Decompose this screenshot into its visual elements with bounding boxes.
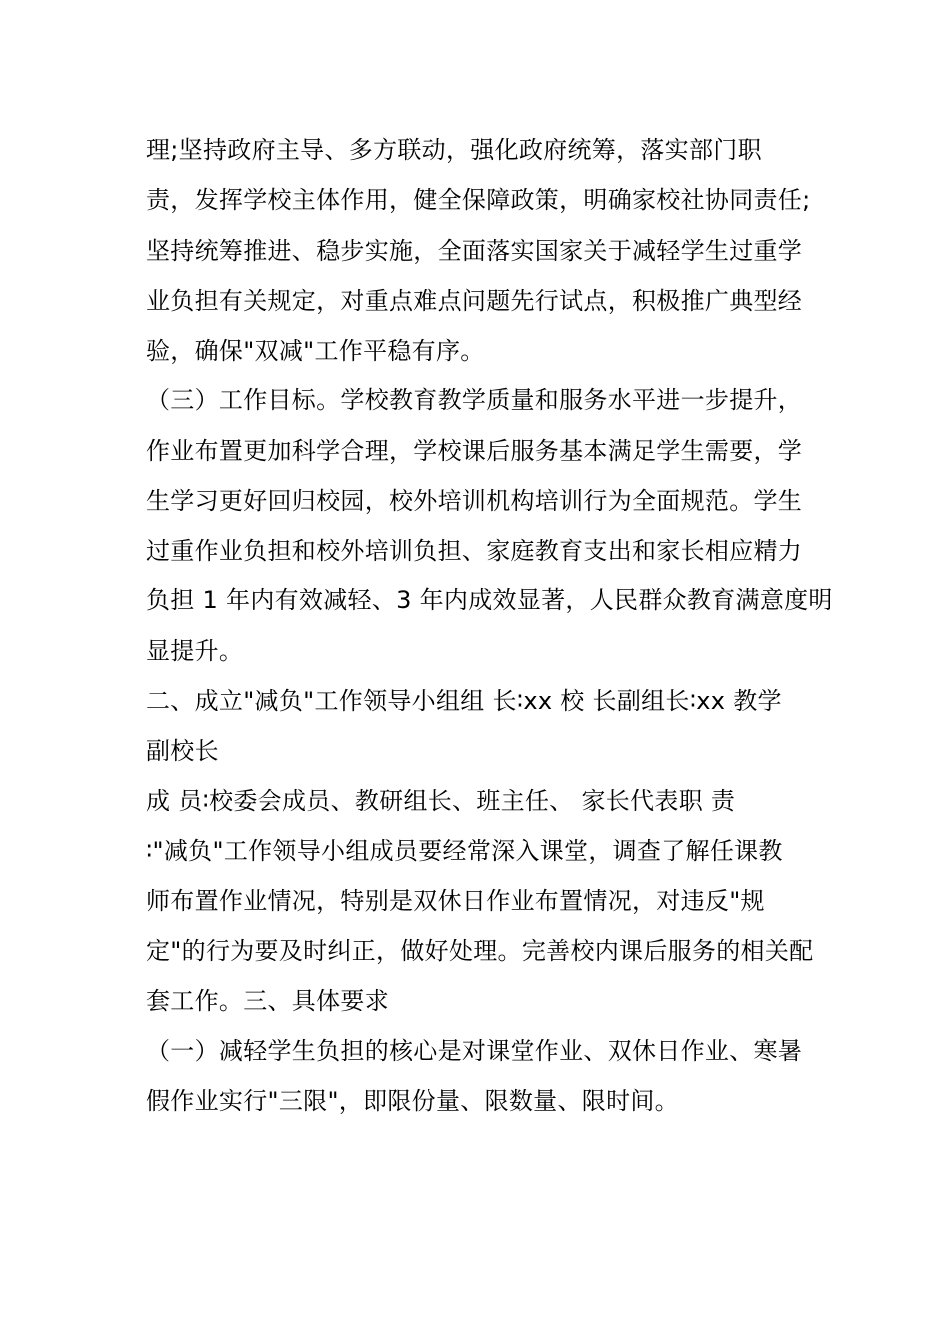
text-line: 成 员∶校委会成员、教研组长、班主任、 家长代表职 责: [146, 787, 736, 815]
text-line: 责，发挥学校主体作用，健全保障政策，明确家校社协同责任;: [146, 186, 811, 214]
text-line: 显提升。: [146, 637, 244, 665]
text-line: 二、成立"减负"工作领导小组组 长∶xx 校 长副组长∶xx 教学: [146, 687, 782, 715]
text-line: ∶"减负"工作领导小组成员要经常深入课堂，调查了解任课教: [146, 837, 783, 865]
text-line: （三）工作目标。学校教育教学质量和服务水平进一步提升，: [146, 386, 803, 414]
text-line: 理;坚持政府主导、多方联动，强化政府统筹，落实部门职: [146, 136, 762, 164]
text-line: 业负担有关规定，对重点难点问题先行试点，积极推广典型经: [146, 287, 803, 315]
text-line: 定"的行为要及时纠正，做好处理。完善校内课后服务的相关配: [146, 937, 814, 965]
text-line: 师布置作业情况，特别是双休日作业布置情况，对违反"规: [146, 887, 765, 915]
text-line: 坚持统筹推进、稳步实施，全面落实国家关于减轻学生过重学: [146, 237, 803, 265]
text-line: 套工作。三、具体要求: [146, 987, 389, 1015]
text-line: 过重作业负担和校外培训负担、家庭教育支出和家长相应精力: [146, 537, 803, 565]
text-line: （一）减轻学生负担的核心是对课堂作业、双休日作业、寒暑: [146, 1037, 803, 1065]
text-line: 假作业实行"三限"，即限份量、限数量、限时间。: [146, 1087, 679, 1115]
text-line: 生学习更好回归校园，校外培训机构培训行为全面规范。学生: [146, 487, 803, 515]
text-line: 作业布置更加科学合理，学校课后服务基本满足学生需要，学: [146, 437, 803, 465]
text-line: 负担 1 年内有效减轻、3 年内成效显著，人民群众教育满意度明: [146, 586, 833, 614]
text-line: 副校长: [146, 737, 219, 765]
text-line: 验，确保"双减"工作平稳有序。: [146, 337, 485, 365]
